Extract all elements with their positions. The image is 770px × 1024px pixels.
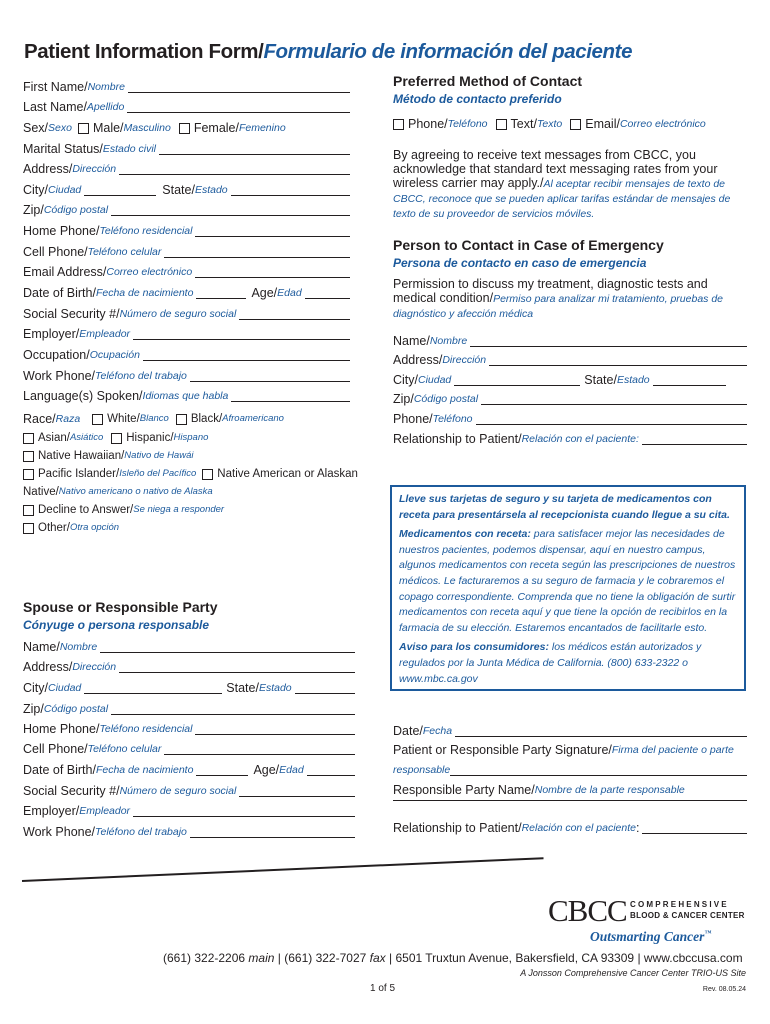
fill-line[interactable] xyxy=(190,836,355,838)
field-label-es: Estado xyxy=(258,682,292,694)
fill-line[interactable] xyxy=(127,111,350,113)
option-label: Text/ xyxy=(510,117,537,131)
website-link[interactable]: www.cbccusa.com xyxy=(643,951,743,965)
emergency-phone-field[interactable] xyxy=(393,412,747,426)
field-label-es: Relación con el paciente xyxy=(521,433,636,445)
field-label: Patient or Responsible Party Signature/ xyxy=(393,743,612,757)
field-label: Age/ xyxy=(253,763,280,777)
separator: | xyxy=(637,951,641,965)
field-label: City/ xyxy=(23,183,48,197)
field-label-es: Código postal xyxy=(43,703,109,715)
field-label-es: Raza xyxy=(55,413,81,425)
spouse-cell-phone-field[interactable] xyxy=(23,742,355,756)
contact-method-options xyxy=(393,117,706,131)
field-label: Phone/ xyxy=(393,412,433,426)
field-label: Cell Phone/ xyxy=(23,245,88,259)
state-line[interactable] xyxy=(231,194,350,196)
spouse-work-phone-field[interactable] xyxy=(23,825,355,839)
field-label: City/ xyxy=(23,681,48,695)
option-label: Asian/ xyxy=(38,432,70,444)
field-label-es: Nombre de la parte responsable xyxy=(534,784,685,796)
decline-checkbox[interactable] xyxy=(23,505,34,516)
signature-field-label xyxy=(393,743,734,757)
option-label: Pacific Islander/ xyxy=(38,468,120,480)
fill-line[interactable] xyxy=(239,318,350,320)
spouse-city-state-field[interactable] xyxy=(23,681,355,695)
separator: | xyxy=(277,951,281,965)
white-checkbox[interactable] xyxy=(92,414,103,425)
race-row-7 xyxy=(23,521,119,535)
emergency-address-field[interactable] xyxy=(393,353,747,367)
field-label-es: responsable xyxy=(393,764,451,776)
email-checkbox[interactable] xyxy=(570,119,581,130)
spouse-zip-field[interactable] xyxy=(23,702,355,716)
colon: : xyxy=(635,433,639,445)
info-text: los médicos están autorizados y regulados por la Junta Médica de California. (800) 633-2322 o www.mbc.ca.gov xyxy=(399,641,702,685)
text-checkbox[interactable] xyxy=(496,119,507,130)
field-label: Language(s) Spoken/ xyxy=(23,389,143,403)
field-label: Cell Phone/ xyxy=(23,742,88,756)
main-phone: (661) 322-2206 xyxy=(163,951,246,965)
separator: | xyxy=(389,951,393,965)
logo-line-1: COMPREHENSIVE xyxy=(630,900,729,909)
dob-age-field[interactable] xyxy=(23,286,350,300)
field-label-es: Edad xyxy=(279,764,304,776)
field-label: Employer/ xyxy=(23,804,80,818)
field-label-es: Teléfono xyxy=(432,413,473,425)
footer-affiliation: A Jonsson Comprehensive Cancer Center TRIO-US Site xyxy=(520,968,746,978)
field-label: Address/ xyxy=(393,353,443,367)
field-label: Zip/ xyxy=(393,392,414,406)
race-row-5 xyxy=(23,485,213,499)
field-label: Relationship to Patient/ xyxy=(393,432,522,446)
fax-phone: (661) 322-7027 xyxy=(284,951,367,965)
fill-line[interactable] xyxy=(143,359,350,361)
field-label: Work Phone/ xyxy=(23,369,96,383)
fill-line[interactable] xyxy=(164,256,350,258)
responsible-party-name-line[interactable] xyxy=(393,800,747,801)
option-label-es: Masculino xyxy=(123,122,171,134)
dob-line[interactable] xyxy=(196,297,246,299)
city-state-field[interactable] xyxy=(23,183,350,197)
option-label: Decline to Answer/ xyxy=(38,504,134,516)
field-label: Zip/ xyxy=(23,702,44,716)
emergency-heading: Person to Contact in Case of Emergency xyxy=(393,237,664,253)
option-label: Native Hawaiian/ xyxy=(38,450,125,462)
field-label-es: Teléfono celular xyxy=(87,743,162,755)
field-label-es: Teléfono del trabajo xyxy=(95,826,187,838)
female-checkbox[interactable] xyxy=(179,123,190,134)
field-label: Marital Status/ xyxy=(23,142,103,156)
fill-line[interactable] xyxy=(476,423,747,425)
hawaiian-checkbox[interactable] xyxy=(23,451,34,462)
cbcc-logo xyxy=(548,893,745,944)
option-label-es: Isleño del Pacífico xyxy=(119,468,197,479)
first-name-field[interactable] xyxy=(23,80,350,94)
option-label-es: Se niega a responder xyxy=(133,504,225,515)
logo-mark: CBCC xyxy=(548,893,627,928)
fill-line[interactable] xyxy=(133,338,350,340)
fill-line[interactable] xyxy=(470,345,747,347)
option-label: Hispanic/ xyxy=(126,432,174,444)
permission-spanish: Permiso para analizar mi tratamiento, pruebas de diagnóstico y afección médica xyxy=(393,293,724,320)
info-text: para satisfacer mejor las necesidades de nuestros pacientes, podemos dispensar, aquí en nuestro campus, algunos medicamentos con receta según las prescripciones de nuestros médicos. Le facturaremos a su seguro de farmacia y le cobraremos el copago correspondiente. Comprenda que no tiene la obligación de surtir medicamentos con receta aquí y que tiene la opción de recibirlos en la farmacia de su elección. Estaremos encantados de facilitarle esto. xyxy=(399,528,736,634)
main-label: main xyxy=(248,951,275,965)
field-label: Home Phone/ xyxy=(23,722,100,736)
spouse-ssn-field[interactable] xyxy=(23,784,355,798)
title-spanish: Formulario de información del paciente xyxy=(263,40,633,63)
employer-field[interactable] xyxy=(23,327,350,341)
race-row-6 xyxy=(23,503,224,517)
info-paragraph-1: Lleve sus tarjetas de seguro y su tarjeta de medicamentos con receta para presentársela al recepcionista cuando llegue a su cita. xyxy=(399,493,730,521)
age-line[interactable] xyxy=(307,774,355,776)
permission-english: Permission to discuss my treatment, diagnostic tests and medical condition/ xyxy=(393,277,708,305)
field-label: Zip/ xyxy=(23,203,44,217)
fill-line[interactable] xyxy=(133,815,355,817)
field-label: Relationship to Patient/ xyxy=(393,821,522,835)
option-label-es: Correo electrónico xyxy=(619,118,706,130)
fill-line[interactable] xyxy=(111,214,350,216)
option-label-es: Hispano xyxy=(173,432,209,443)
field-label: First Name/ xyxy=(23,80,88,94)
field-label-es: Nombre xyxy=(59,641,98,653)
insurance-info-box xyxy=(390,485,746,691)
spouse-employer-field[interactable] xyxy=(23,804,355,818)
fill-line[interactable] xyxy=(231,400,350,402)
phone-checkbox[interactable] xyxy=(393,119,404,130)
option-label: Black/ xyxy=(190,413,223,425)
fill-line[interactable] xyxy=(481,403,747,405)
field-label: Date/ xyxy=(393,724,423,738)
field-label: Address/ xyxy=(23,660,73,674)
field-label-es: Nombre xyxy=(429,335,468,347)
field-label: Date of Birth/ xyxy=(23,286,96,300)
spouse-dob-age-field[interactable] xyxy=(23,763,355,777)
field-label-es: Ciudad xyxy=(48,184,82,196)
field-label: Sex/ xyxy=(23,121,49,135)
field-label-es: Estado xyxy=(616,374,650,386)
option-label: Female/ xyxy=(193,121,239,135)
emergency-heading-es: Persona de contacto en caso de emergencia xyxy=(393,256,647,270)
field-label-es: Ocupación xyxy=(89,349,140,361)
field-label: Responsible Party Name/ xyxy=(393,783,535,797)
field-label: Name/ xyxy=(393,334,430,348)
field-label-es: Fecha de nacimiento xyxy=(95,764,194,776)
signature-field[interactable] xyxy=(393,763,747,777)
date-field[interactable] xyxy=(393,724,747,738)
field-label-es: Empleador xyxy=(79,805,131,817)
field-label-es: Fecha de nacimiento xyxy=(95,287,194,299)
field-label-es: Apellido xyxy=(86,101,125,113)
logo-tagline xyxy=(590,929,711,945)
field-label-es: Teléfono celular xyxy=(87,246,162,258)
emergency-zip-field[interactable] xyxy=(393,392,747,406)
fax-label: fax xyxy=(369,951,386,965)
option-label-es: Texto xyxy=(536,118,563,130)
fill-line[interactable] xyxy=(111,713,355,715)
option-label-es: Blanco xyxy=(139,413,169,424)
work-phone-field[interactable] xyxy=(23,369,350,383)
native-american-checkbox[interactable] xyxy=(202,469,213,480)
info-bold: Aviso para los consumidores: xyxy=(399,641,549,654)
fill-line[interactable] xyxy=(119,671,355,673)
field-label-es: Dirección xyxy=(442,354,487,366)
fill-line[interactable] xyxy=(642,832,747,834)
hispanic-checkbox[interactable] xyxy=(111,433,122,444)
option-label-es: Femenino xyxy=(238,122,286,134)
field-label: Age/ xyxy=(251,286,278,300)
field-label-es: Código postal xyxy=(43,204,109,216)
spouse-name-field[interactable] xyxy=(23,640,355,654)
field-label-es: Idiomas que habla xyxy=(142,390,229,402)
field-label-es: Estado civil xyxy=(102,143,156,155)
field-label-es: Ciudad xyxy=(418,374,452,386)
field-label-es: Nombre xyxy=(87,81,125,93)
sex-field xyxy=(23,121,286,135)
field-label: Last Name/ xyxy=(23,100,87,114)
field-label-es: Dirección xyxy=(72,661,117,673)
option-label: Email/ xyxy=(585,117,620,131)
dob-line[interactable] xyxy=(196,774,248,776)
option-label-es: Otra opción xyxy=(69,522,120,533)
option-label-es: Asiático xyxy=(69,432,104,443)
title-english: Patient Information Form/ xyxy=(24,40,264,63)
fill-line[interactable] xyxy=(642,443,747,445)
field-label-es: Ciudad xyxy=(48,682,82,694)
footer-contact-line xyxy=(163,951,743,965)
colon: : xyxy=(635,821,640,835)
city-line[interactable] xyxy=(84,194,156,196)
black-checkbox[interactable] xyxy=(176,414,187,425)
city-line[interactable] xyxy=(454,384,580,386)
fill-line[interactable] xyxy=(164,753,355,755)
field-label: State/ xyxy=(584,373,617,387)
fill-line[interactable] xyxy=(195,733,355,735)
field-label: Home Phone/ xyxy=(23,224,100,238)
fill-line[interactable] xyxy=(450,774,747,776)
trademark: ™ xyxy=(704,929,712,937)
option-label-es: Nativo de Hawái xyxy=(124,450,194,461)
spouse-heading-es: Cónyuge o persona responsable xyxy=(23,618,210,632)
permission-text xyxy=(393,277,745,321)
field-label-es: Firma del paciente o parte xyxy=(611,744,734,756)
field-label-es: Relación con el paciente xyxy=(521,822,636,834)
fill-line[interactable] xyxy=(195,276,350,278)
emergency-name-field[interactable] xyxy=(393,334,747,348)
fill-line[interactable] xyxy=(100,651,355,653)
field-label-es: Teléfono residencial xyxy=(99,723,193,735)
option-label: Native American or Alaskan xyxy=(217,468,358,480)
page-title xyxy=(24,40,632,64)
city-line[interactable] xyxy=(84,692,222,694)
option-label: Phone/ xyxy=(408,117,448,131)
spouse-home-phone-field[interactable] xyxy=(23,722,355,736)
logo-wordmark xyxy=(630,900,745,921)
emergency-city-state-field[interactable] xyxy=(393,373,726,387)
field-label-es: Teléfono del trabajo xyxy=(95,370,187,382)
relationship-field[interactable] xyxy=(393,821,747,835)
page-number: 1 of 5 xyxy=(370,983,396,994)
consent-english: By agreeing to receive text messages from CBCC, you acknowledge that standard text messaging rates from your wireless carrier may apply./ xyxy=(393,148,718,190)
field-label-es: Sexo xyxy=(48,122,72,134)
field-label: Email Address/ xyxy=(23,265,107,279)
field-label-es: Número de seguro social xyxy=(119,785,237,797)
emergency-relationship-field[interactable] xyxy=(393,432,747,446)
race-row-4 xyxy=(23,467,358,481)
field-label: Occupation/ xyxy=(23,348,90,362)
spouse-heading: Spouse or Responsible Party xyxy=(23,599,218,615)
occupation-field[interactable] xyxy=(23,348,350,362)
consent-spanish: Al aceptar recibir mensajes de texto de CBCC, reconoce que se pueden aplicar tarifas estándar de mensajes de texto de su proveedor de servicios móviles. xyxy=(393,178,731,220)
field-label-es: Edad xyxy=(277,287,302,299)
fill-line[interactable] xyxy=(195,235,350,237)
field-label: Race/ xyxy=(23,412,56,426)
fill-line[interactable] xyxy=(159,153,350,155)
field-label-es: Estado xyxy=(194,184,228,196)
fill-line[interactable] xyxy=(239,795,355,797)
contact-method-heading-es: Método de contacto preferido xyxy=(393,92,562,106)
contact-method-heading: Preferred Method of Contact xyxy=(393,73,583,89)
field-label-es: Número de seguro social xyxy=(119,308,237,320)
text-consent xyxy=(393,148,745,221)
option-label-es: Afroamericano xyxy=(222,413,284,424)
footer-address: 6501 Truxtun Avenue, Bakersfield, CA 93309 xyxy=(395,951,635,965)
ssn-field[interactable] xyxy=(23,307,350,321)
fill-line[interactable] xyxy=(455,735,747,737)
field-label-es: Dirección xyxy=(72,163,117,175)
pacific-islander-checkbox[interactable] xyxy=(23,469,34,480)
field-label: Social Security #/ xyxy=(23,784,120,798)
address-field[interactable] xyxy=(23,162,350,176)
field-label: Date of Birth/ xyxy=(23,763,96,777)
field-label: Work Phone/ xyxy=(23,825,96,839)
field-label: Address/ xyxy=(23,162,73,176)
last-name-field[interactable] xyxy=(23,100,350,114)
race-row-2 xyxy=(23,431,208,445)
info-bold: Medicamentos con receta: xyxy=(399,528,531,541)
field-label-es: Fecha xyxy=(422,725,453,737)
asian-checkbox[interactable] xyxy=(23,433,34,444)
marital-status-field[interactable] xyxy=(23,142,350,156)
other-checkbox[interactable] xyxy=(23,523,34,534)
field-label: Social Security #/ xyxy=(23,307,120,321)
fill-line[interactable] xyxy=(119,173,350,175)
race-row-3 xyxy=(23,449,193,463)
field-label: City/ xyxy=(393,373,418,387)
spouse-address-field[interactable] xyxy=(23,660,355,674)
logo-line-2: BLOOD & CANCER CENTER xyxy=(630,910,745,920)
male-checkbox[interactable] xyxy=(78,123,89,134)
cell-phone-field[interactable] xyxy=(23,245,350,259)
field-label: Employer/ xyxy=(23,327,80,341)
revision-date: Rev. 08.05.24 xyxy=(702,986,746,993)
home-phone-field[interactable] xyxy=(23,224,350,238)
option-label-es: Teléfono xyxy=(447,118,488,130)
option-label-es: Nativo americano o nativo de Alaska xyxy=(58,486,213,497)
option-label: Other/ xyxy=(38,522,70,534)
option-label: White/ xyxy=(107,413,140,425)
tagline-text: Outsmarting Cancer xyxy=(590,929,705,944)
footer-divider xyxy=(22,857,544,882)
option-label: Native/ xyxy=(23,486,59,498)
field-label: State/ xyxy=(226,681,259,695)
fill-line[interactable] xyxy=(128,91,350,93)
field-label-es: Código postal xyxy=(413,393,479,405)
fill-line[interactable] xyxy=(489,364,747,366)
option-label: Male/ xyxy=(92,121,124,135)
field-label: Name/ xyxy=(23,640,60,654)
info-paragraph-2 xyxy=(399,527,737,636)
age-line[interactable] xyxy=(305,297,350,299)
field-label-es: Correo electrónico xyxy=(106,266,193,278)
field-label: State/ xyxy=(162,183,195,197)
info-paragraph-3 xyxy=(399,640,737,687)
email-field[interactable] xyxy=(23,265,350,279)
state-line[interactable] xyxy=(653,384,726,386)
state-line[interactable] xyxy=(295,692,355,694)
zip-field[interactable] xyxy=(23,203,350,217)
field-label-es: Teléfono residencial xyxy=(99,225,193,237)
fill-line[interactable] xyxy=(190,380,350,382)
responsible-party-name-label xyxy=(393,783,685,797)
languages-field[interactable] xyxy=(23,389,350,403)
field-label-es: Empleador xyxy=(79,328,131,340)
race-field xyxy=(23,412,284,426)
